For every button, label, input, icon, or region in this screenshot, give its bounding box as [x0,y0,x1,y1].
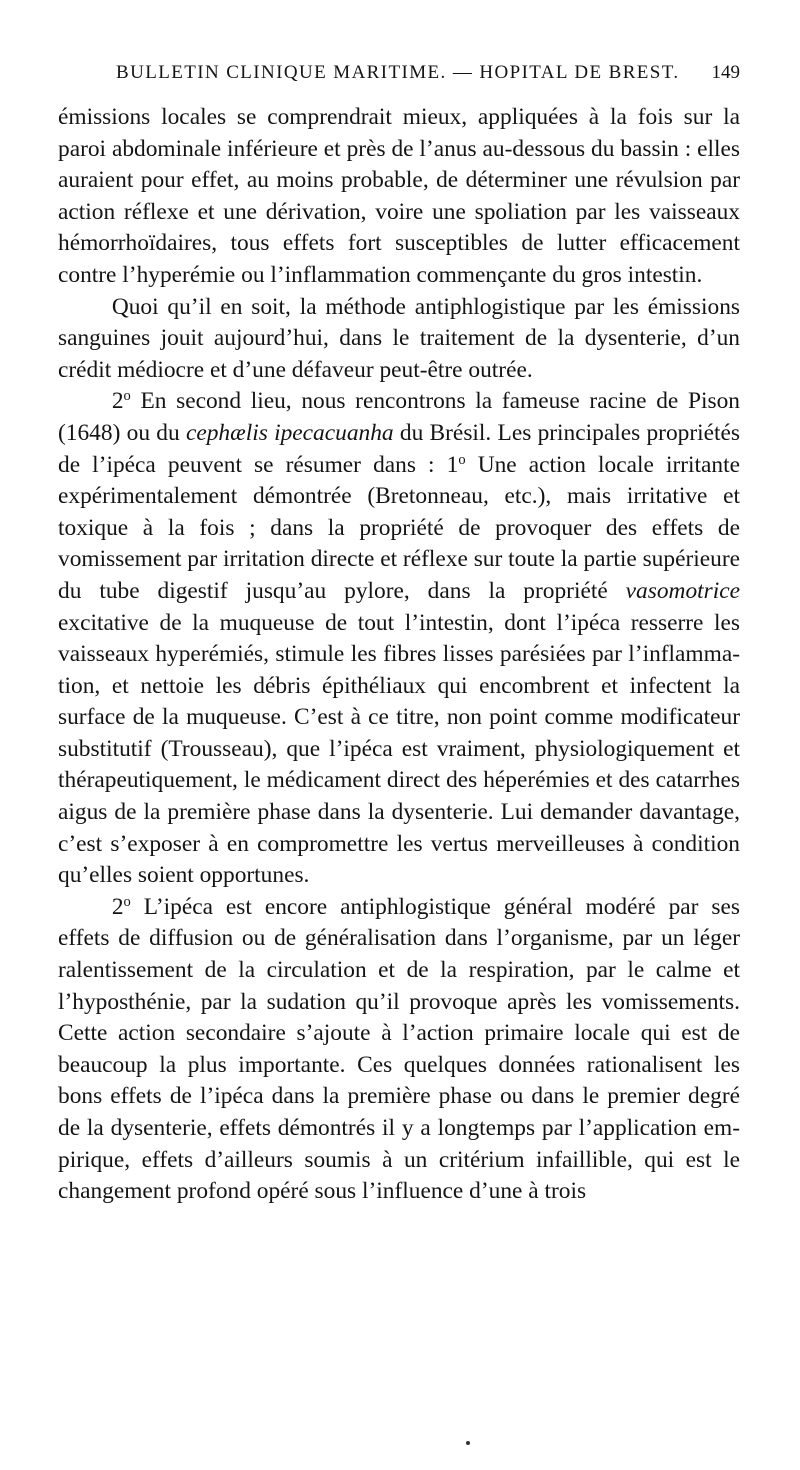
page-number: 149 [711,62,740,83]
paragraph-3-text-d: excitative de la muqueuse de tout l’intestin, dont l’ipéca resserre les vaisseaux hyperémiés, stimule les fibres lisses parésiées par l’inflammation, et nettoie les débris épithéliaux qui encombrent et infectent la surface de la muqueuse. C’est à ce titre, non point comme modificateur substitutif (Trousseau), que l’ipéca est vraiment, physiologiquement et thérapeutiquement, le médicament direct des héperémies et des catarrhes aigus de la première phase dans la dysenterie. Lui demander davantage, c’est s’exposer à en compromettre les vertus merveilleuses à condition qu’elles soient opportunes. [58,609,740,889]
degree-sign: o [123,388,131,405]
paragraph-4-text: L’ipéca est encore antiphlogistique général modéré par ses effets de diffusion ou de généralisation dans l’organisme, par un léger ralentissement de la circulation et de la respiration, par le calme et l’hyposthénie, par la sudation qu’il provoque après les vomissements. Cette action secondaire s’ajoute à l’action primaire locale qui est de beaucoup la plus importante. Ces quelques données rationalisent les bons effets de l’ipéca dans la première phase ou dans le premier degré de la dysenterie, effets démontrés il y a longtemps par l’application empirique, effets d’ailleurs soumis à un critérium infaillible, qui est le changement profond opéré sous l’influence d’une à trois [58,893,740,1205]
paragraph-3-text-a: En second lieu, nous rencontrons la fameuse racine de Pison (1648) ou du [58,388,740,446]
paragraph-3-text-b: du Brésil. Les principales propriétés de l’ipéca peuvent se résumer dans : 1 [58,419,740,478]
paragraph-3-text-c: Une action locale irritante expérimentalement démontrée (Bretonneau, etc.), mais irritative et toxique à la fois ; dans la propriété de provoquer des effets de vomissement par irritation directe et réflexe sur toute la partie supérieure du tube digestif jusqu’au pylore, dans la propriété [58,451,740,604]
book-page [58,62,740,1208]
species-name: cephælis ipecacuanha [185,419,394,446]
paragraph-2: Quoi qu’il en soit, la méthode antiphlogistique par les émissions sanguines jouit aujourd’hui, dans le traitement de la dysenterie, d’un crédit médiocre et d’une défaveur peut-être outrée. [58,293,740,383]
section-number: 2 [111,893,124,920]
paragraph-4 [58,892,740,1208]
degree-sign: o [123,893,131,910]
paragraph-3 [58,386,740,892]
paragraph-1: émissions locales se comprendrait mieux, appliquées à la fois sur la paroi abdominale inférieure et près de l’anus au-dessous du bassin : elles auraient pour effet, au moins probable, de déterminer une révulsion par action réflexe et une dérivation, voire une spoliation par les vaisseaux hémorrhoïdaires, tous effets fort susceptibles de lutter efficacement contre l’hyperémie ou l’inflammation commençante du gros intestin. [58,104,740,288]
running-head [58,62,740,102]
print-mark [466,1441,470,1445]
degree-sign: o [458,451,466,468]
body-text [58,102,740,1208]
section-number: 2 [111,388,124,415]
running-title: BULLETIN CLINIQUE MARITIME. — HOPITAL DE BREST. [116,62,680,83]
italic-term: vasomotrice [625,577,740,604]
